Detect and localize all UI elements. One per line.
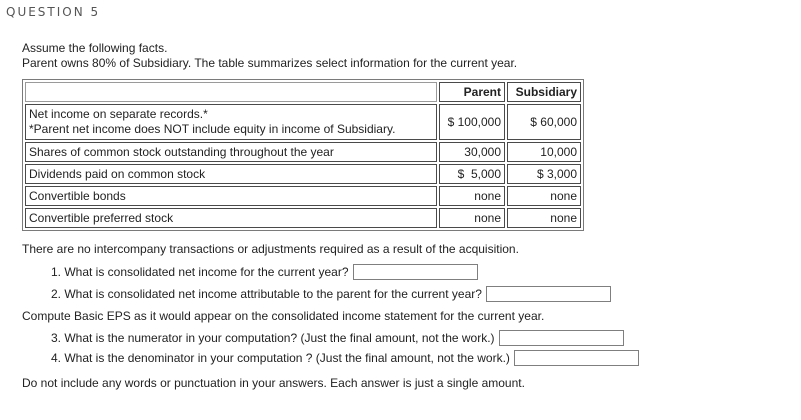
table-row [25, 164, 581, 184]
answer-4-input[interactable] [514, 350, 639, 366]
table-row [25, 186, 581, 206]
answer-1-input[interactable] [353, 264, 478, 280]
row-label-convertible-preferred: Convertible preferred stock [25, 208, 437, 228]
question-4-text: 4. What is the denominator in your computation ? (Just the final amount, not the work.) [51, 351, 510, 365]
row-label-dividends: Dividends paid on common stock [25, 164, 437, 184]
subsidiary-convertible-bonds: none [507, 186, 581, 206]
question-3 [51, 330, 624, 346]
net-income-label: Net income on separate records.* [29, 107, 208, 121]
table-row [25, 142, 581, 162]
intro-line-1: Assume the following facts. [22, 41, 168, 55]
table-row [25, 208, 581, 228]
table-header-row [25, 82, 581, 102]
row-label-net-income [25, 104, 437, 140]
header-empty-cell [25, 82, 437, 102]
compute-instruction: Compute Basic EPS as it would appear on the consolidated income statement for the current year. [22, 309, 545, 323]
parent-shares: 30,000 [439, 142, 505, 162]
question-header: QUESTION 5 [6, 5, 101, 19]
facts-table [22, 79, 584, 231]
question-1 [51, 264, 478, 280]
question-2-text: 2. What is consolidated net income attributable to the parent for the current year? [51, 287, 482, 301]
row-label-shares: Shares of common stock outstanding throughout the year [25, 142, 437, 162]
subsidiary-dividends: $ 3,000 [507, 164, 581, 184]
question-2 [51, 286, 611, 302]
footer-instruction: Do not include any words or punctuation in your answers. Each answer is just a single amount. [22, 376, 525, 390]
question-1-text: 1. What is consolidated net income for the current year? [51, 265, 349, 279]
question-3-text: 3. What is the numerator in your computation? (Just the final amount, not the work.) [51, 331, 495, 345]
table-row [25, 104, 581, 140]
header-parent: Parent [439, 82, 505, 102]
parent-net-income: $ 100,000 [439, 104, 505, 140]
parent-dividends: $ 5,000 [439, 164, 505, 184]
parent-convertible-preferred: none [439, 208, 505, 228]
intro-line-2: Parent owns 80% of Subsidiary. The table summarizes select information for the current year. [22, 56, 518, 70]
answer-3-input[interactable] [499, 330, 624, 346]
subsidiary-shares: 10,000 [507, 142, 581, 162]
answer-2-input[interactable] [486, 286, 611, 302]
subsidiary-net-income: $ 60,000 [507, 104, 581, 140]
net-income-note: *Parent net income does NOT include equity in income of Subsidiary. [29, 122, 396, 136]
row-label-convertible-bonds: Convertible bonds [25, 186, 437, 206]
parent-convertible-bonds: none [439, 186, 505, 206]
question-4 [51, 350, 639, 366]
header-subsidiary: Subsidiary [507, 82, 581, 102]
no-transactions-statement: There are no intercompany transactions or adjustments required as a result of the acquisition. [22, 242, 519, 256]
subsidiary-convertible-preferred: none [507, 208, 581, 228]
